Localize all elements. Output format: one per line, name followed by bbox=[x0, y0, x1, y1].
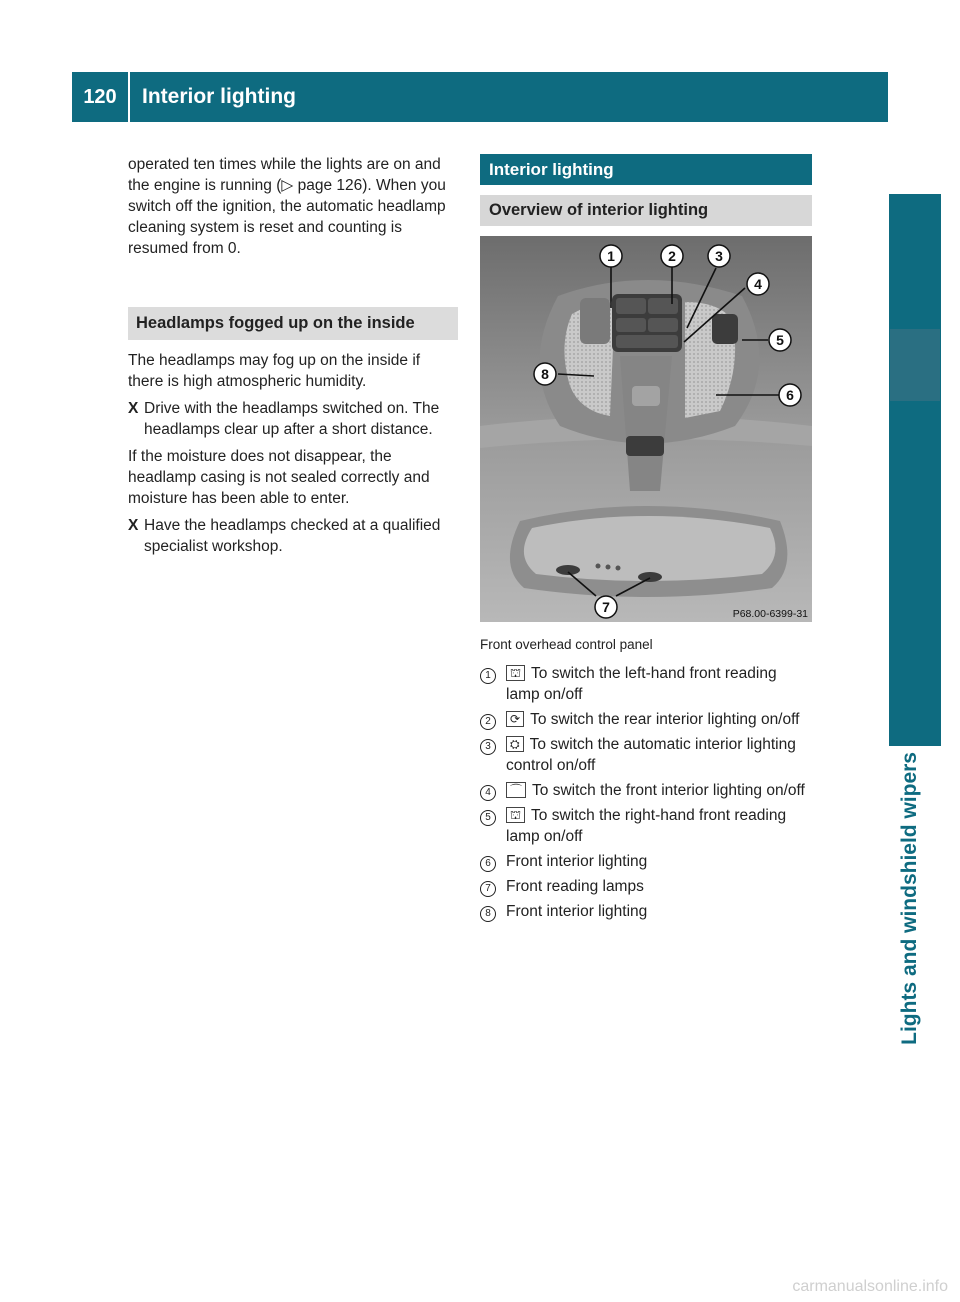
instruction-text: Have the headlamps checked at a qualified specialist workshop. bbox=[144, 517, 441, 555]
right-column bbox=[480, 154, 812, 926]
auto-light-icon: ⛭ bbox=[506, 736, 524, 752]
svg-text:3: 3 bbox=[715, 248, 723, 264]
legend-text: To switch the rear interior lighting on/off bbox=[530, 711, 800, 728]
legend-item bbox=[480, 709, 812, 730]
callout-2 bbox=[661, 245, 683, 267]
legend-text: Front interior lighting bbox=[506, 903, 648, 920]
photo-caption: Front overhead control panel bbox=[480, 637, 653, 652]
callout-5 bbox=[769, 329, 791, 351]
callout-7 bbox=[595, 596, 617, 618]
section-title: Interior lighting bbox=[480, 154, 812, 185]
legend-text: To switch the automatic interior lighting control on/off bbox=[506, 736, 796, 774]
legend-item bbox=[480, 876, 812, 897]
instruction-mark: X bbox=[128, 400, 139, 417]
section-heading-fogged: Headlamps fogged up on the inside bbox=[128, 307, 458, 340]
legend-number: 5 bbox=[480, 810, 496, 826]
legend-number: 4 bbox=[480, 785, 496, 801]
callout-3 bbox=[708, 245, 730, 267]
legend-item bbox=[480, 734, 812, 776]
side-tab bbox=[889, 194, 941, 746]
svg-text:2: 2 bbox=[668, 248, 676, 264]
svg-text:5: 5 bbox=[776, 332, 784, 348]
callout-8 bbox=[534, 363, 556, 385]
instruction-item bbox=[128, 515, 458, 557]
legend-list bbox=[480, 663, 812, 922]
rear-light-icon: ⟳ bbox=[506, 711, 524, 727]
callout-4 bbox=[747, 273, 769, 295]
legend-item bbox=[480, 663, 812, 705]
legend-text: To switch the right-hand front reading lamp on/off bbox=[506, 807, 787, 845]
reading-lamp-icon: ⛫ bbox=[506, 665, 525, 681]
callout-1 bbox=[600, 245, 622, 267]
legend-number: 3 bbox=[480, 739, 496, 755]
front-light-icon: ⌒ bbox=[506, 782, 526, 798]
legend-number: 2 bbox=[480, 714, 496, 730]
svg-text:8: 8 bbox=[541, 366, 549, 382]
legend-item bbox=[480, 901, 812, 922]
page-number: 120 bbox=[83, 85, 117, 108]
header-title: Interior lighting bbox=[142, 85, 296, 108]
legend-number: 8 bbox=[480, 906, 496, 922]
legend-text: To switch the left-hand front reading lamp on/off bbox=[506, 665, 777, 703]
svg-text:1: 1 bbox=[607, 248, 615, 264]
legend-text: Front interior lighting bbox=[506, 853, 648, 870]
legend-item bbox=[480, 805, 812, 847]
instruction-mark: X bbox=[128, 517, 139, 534]
callout-6 bbox=[779, 384, 801, 406]
legend-number: 1 bbox=[480, 668, 496, 684]
instruction-text: Drive with the headlamps switched on. The headlamps clear up after a short distance. bbox=[144, 400, 440, 438]
header-divider bbox=[128, 72, 130, 122]
legend-item bbox=[480, 780, 812, 801]
subsection-title: Overview of interior lighting bbox=[480, 195, 812, 226]
paragraph-moisture: If the moisture does not disappear, the headlamp casing is not sealed correctly and moisture has been able to enter. bbox=[128, 448, 430, 507]
paragraph-humidity: The headlamps may fog up on the inside if there is high atmospheric humidity. bbox=[128, 352, 421, 390]
watermark: carmanualsonline.info bbox=[792, 1278, 948, 1295]
page-header bbox=[72, 72, 888, 122]
side-tab-marker bbox=[890, 329, 940, 401]
legend-text: To switch the front interior lighting on/off bbox=[532, 782, 805, 799]
instruction-item bbox=[128, 398, 458, 440]
overhead-panel-photo bbox=[480, 236, 812, 622]
side-tab-label: Lights and windshield wipers bbox=[898, 752, 921, 1045]
reading-lamp-icon: ⛫ bbox=[506, 807, 525, 823]
legend-item bbox=[480, 851, 812, 872]
intro-paragraph: operated ten times while the lights are on and the engine is running (▷ page 126). When you switch off the ignition, the automatic headlamp cleaning system is reset and counting is resumed from 0. bbox=[128, 156, 446, 257]
left-column bbox=[128, 154, 458, 563]
svg-text:6: 6 bbox=[786, 387, 794, 403]
photo-code: P68.00-6399-31 bbox=[732, 608, 808, 620]
legend-number: 6 bbox=[480, 856, 496, 872]
legend-text: Front reading lamps bbox=[506, 878, 644, 895]
legend-number: 7 bbox=[480, 881, 496, 897]
svg-text:7: 7 bbox=[602, 599, 610, 615]
svg-text:4: 4 bbox=[754, 276, 762, 292]
